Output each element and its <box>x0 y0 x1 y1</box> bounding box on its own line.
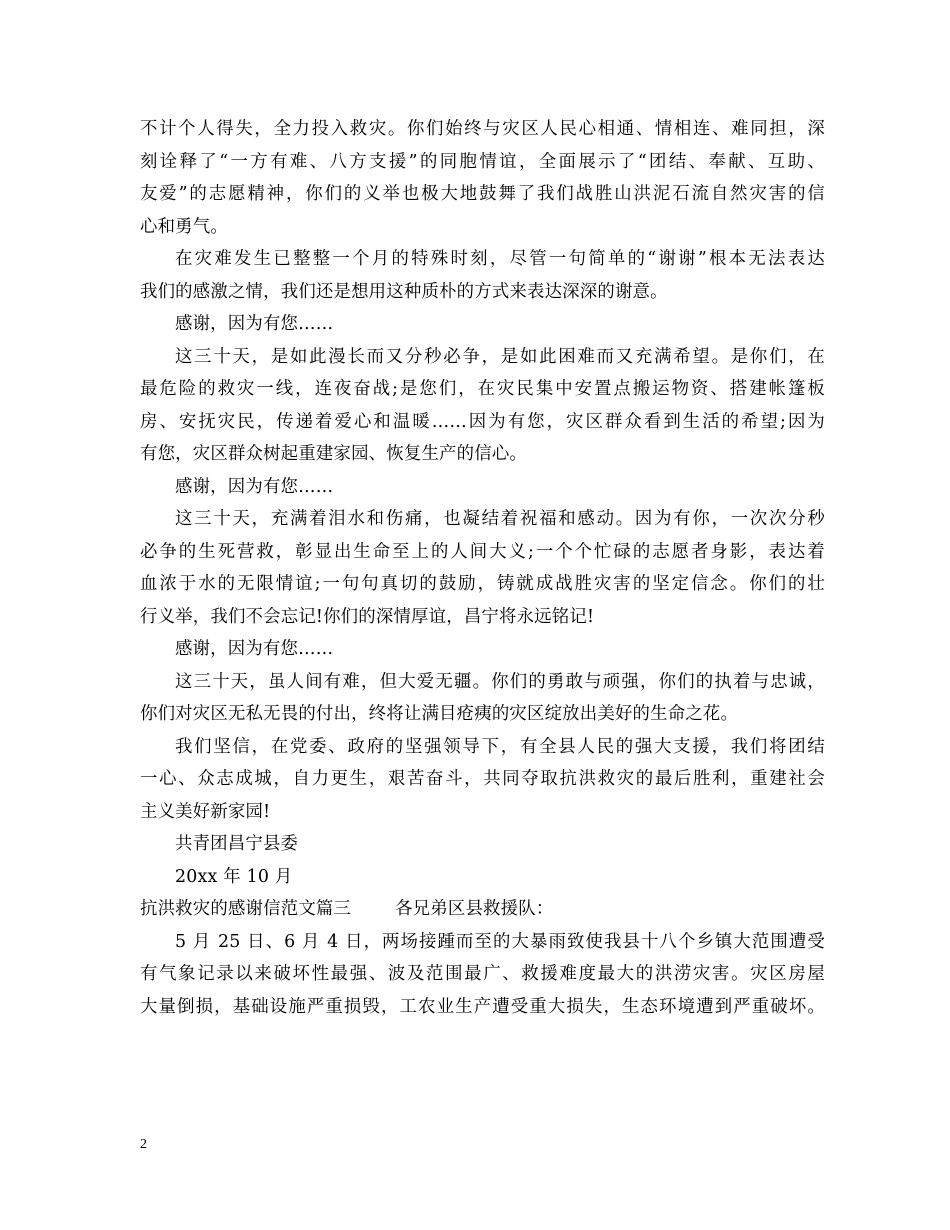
text-line: 5 月 25 日、6 月 4 日，两场接踵而至的大暴雨致使我县十八个乡镇大范围遭受 <box>175 931 825 952</box>
text-line: 20xx 年 10 月 <box>175 866 293 887</box>
text-line: 这三十天，是如此漫长而又分秒必争，是如此困难而又充满希望。是你们，在 <box>175 346 825 367</box>
text-line: 主义美好新家园! <box>140 801 271 822</box>
text-line: 行义举，我们不会忘记!你们的深情厚谊，昌宁将永远铭记! <box>140 606 595 627</box>
salutation: 各兄弟区县救援队： <box>395 899 554 919</box>
heading-line <box>140 893 825 926</box>
text-line: 感谢，因为有您…… <box>175 476 334 497</box>
text-line: 必争的生死营救，彰显出生命至上的人间大义;一个个忙碌的志愿者身影，表达着 <box>140 541 825 562</box>
text-line: 刻诠释了“一方有难、八方支援”的同胞情谊，全面展示了“团结、奉献、互助、 <box>140 151 825 172</box>
text-line: 最危险的救灾一线，连夜奋战;是您们，在灾民集中安置点搬运物资、搭建帐篷板 <box>140 379 825 399</box>
document-body <box>140 113 825 1023</box>
text-line: 血浓于水的无限情谊;一句句真切的鼓励，铸就成战胜灾害的坚定信念。你们的壮 <box>140 574 825 594</box>
text-line: 我们的感激之情，我们还是想用这种质朴的方式来表达深深的谢意。 <box>140 281 668 302</box>
text-line: 一心、众志成城，自力更生，艰苦奋斗，共同夺取抗洪救灾的最后胜利，重建社会 <box>140 769 825 789</box>
text-line: 我们坚信，在党委、政府的坚强领导下，有全县人民的强大支援，我们将团结 <box>175 736 825 757</box>
text-line: 心和勇气。 <box>140 216 228 237</box>
text-line: 有您，灾区群众树起重建家园、恢复生产的信心。 <box>140 444 527 464</box>
text-line: 友爱”的志愿精神，你们的义举也极大地鼓舞了我们战胜山洪泥石流自然灾害的信 <box>140 184 825 204</box>
text-line: 有气象记录以来破坏性最强、波及范围最广、救援难度最大的洪涝灾害。灾区房屋 <box>140 964 825 984</box>
text-line: 感谢，因为有您…… <box>175 639 334 659</box>
text-line: 这三十天，虽人间有难，但大爱无疆。你们的勇敢与顽强，你们的执着与忠诚， <box>175 671 825 692</box>
page-number: 2 <box>140 1137 147 1152</box>
text-line: 共青团昌宁县委 <box>175 834 299 854</box>
text-line: 在灾难发生已整整一个月的特殊时刻，尽管一句简单的“谢谢”根本无法表达 <box>175 249 825 269</box>
text-line: 不计个人得失，全力投入救灾。你们始终与灾区人民心相通、情相连、难同担，深 <box>140 119 825 139</box>
section-title: 抗洪救灾的感谢信范文篇三 <box>140 899 352 919</box>
text-line: 大量倒损，基础设施严重损毁，工农业生产遭受重大损失，生态环境遭到严重破坏。 <box>140 996 825 1017</box>
text-line: 房、安抚灾民，传递着爱心和温暖……因为有您，灾区群众看到生活的希望;因为 <box>140 411 825 432</box>
text-line: 感谢，因为有您…… <box>175 314 334 334</box>
text-line: 这三十天，充满着泪水和伤痛，也凝结着祝福和感动。因为有你，一次次分秒 <box>175 509 825 529</box>
text-line: 你们对灾区无私无畏的付出，终将让满目疮痍的灾区绽放出美好的生命之花。 <box>140 704 739 724</box>
